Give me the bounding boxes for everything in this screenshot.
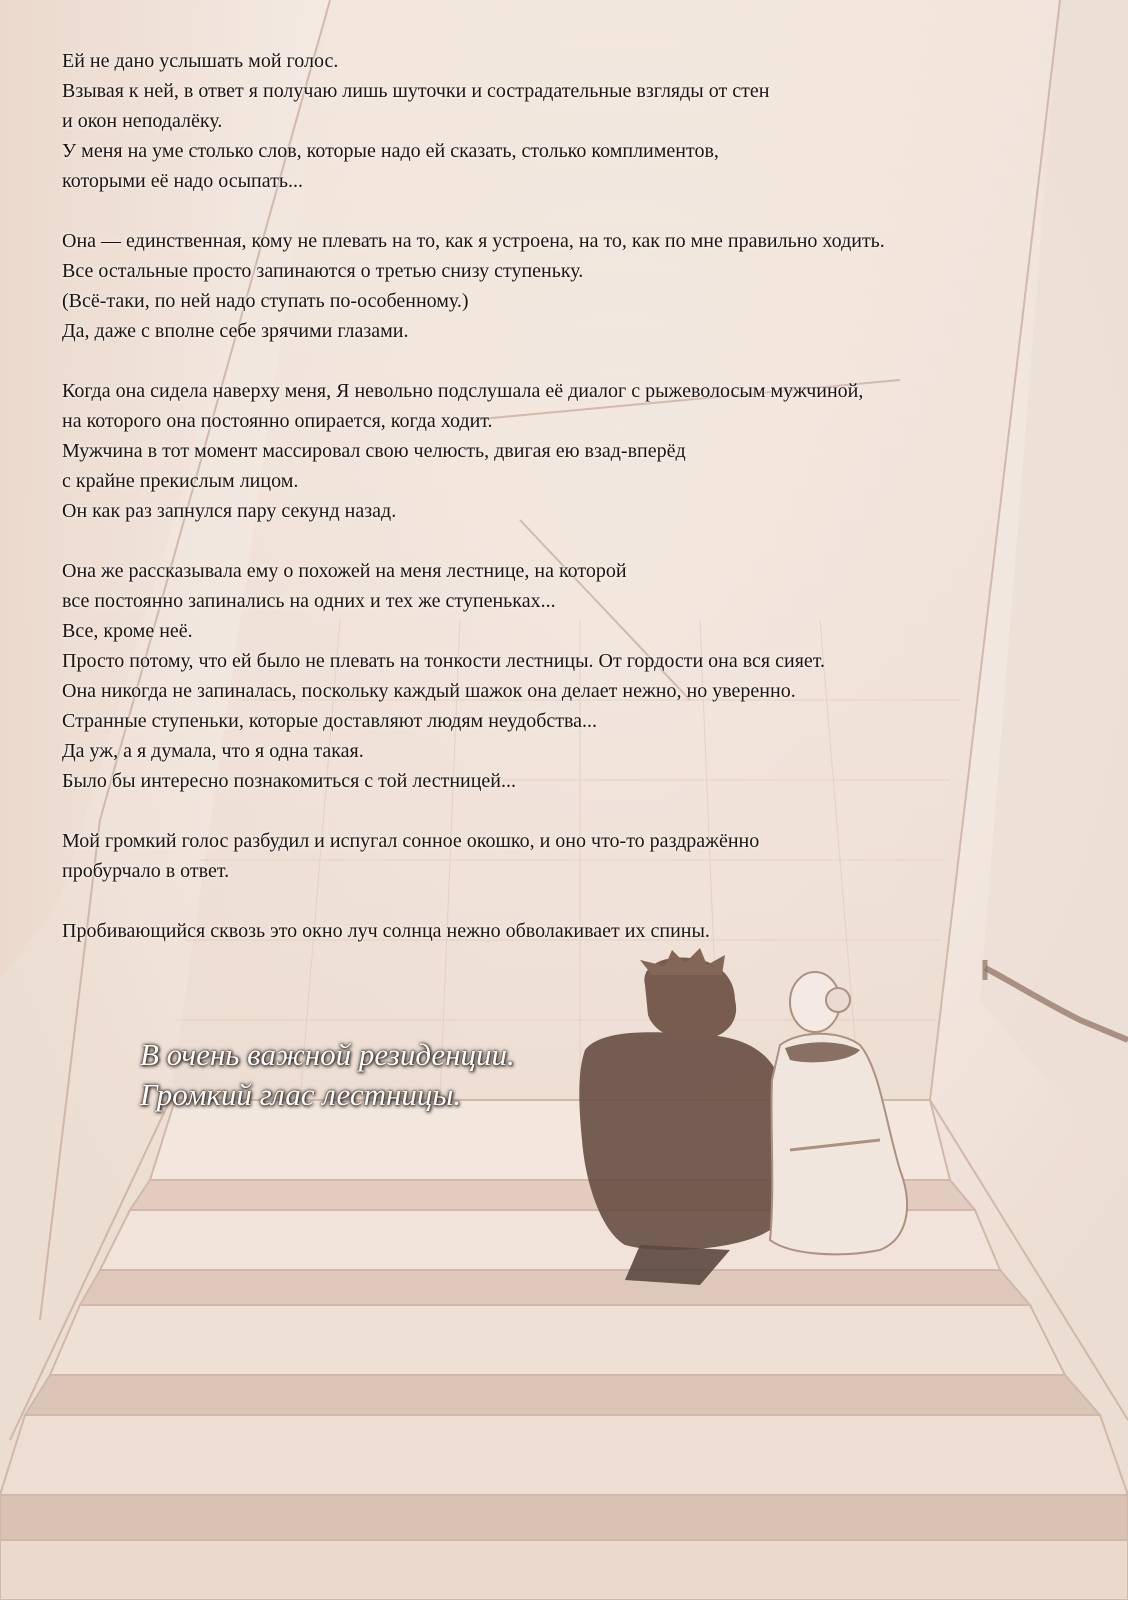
paragraph [62,916,1112,946]
paragraph [62,556,1112,796]
text-line: Взывая к ней, в ответ я получаю лишь шуточки и сострадательные взгляды от стен [62,80,770,102]
caption-line: В очень важной резиденции. [140,1037,515,1072]
text-line: Странные ступеньки, которые доставляют людям неудобства... [62,710,598,732]
text-line: Когда она сидела наверху меня, Я невольно подслушала её диалог с рыжеволосым мужчиной, [62,380,864,402]
text-line: Мой громкий голос разбудил и испугал сонное окошко, и оно что-то раздражённо [62,830,760,852]
text-line: Было бы интересно познакомиться с той лестницей... [62,770,517,792]
story-text [62,46,1112,976]
text-line: Все, кроме неё. [62,620,193,642]
text-line: Она же рассказывала ему о похожей на меня лестнице, на которой [62,560,627,582]
text-line: на которого она постоянно опирается, когда ходит. [62,410,493,432]
paragraph [62,46,1112,196]
text-line: Ей не дано услышать мой голос. [62,50,339,72]
paragraph [62,376,1112,526]
text-line: Он как раз запнулся пару секунд назад. [62,500,397,522]
text-line: Пробивающийся сквозь это окно луч солнца нежно обволакивает их спины. [62,920,710,942]
text-line: и окон неподалёку. [62,110,223,132]
text-line: с крайне прекислым лицом. [62,470,299,492]
caption-line: Громкий глас лестницы. [140,1077,462,1112]
text-line: Да уж, а я думала, что я одна такая. [62,740,364,762]
text-line: которыми её надо осыпать... [62,170,303,192]
text-line: Мужчина в тот момент массировал свою челюсть, двигая ею взад-вперёд [62,440,686,462]
text-line: Просто потому, что ей было не плевать на тонкости лестницы. От гордости она вся сияет. [62,650,826,672]
text-line: Она — единственная, кому не плевать на то, как я устроена, на то, как по мне правильно ходить. [62,230,885,252]
paragraph [62,826,1112,886]
text-line: пробурчало в ответ. [62,860,230,882]
text-line: Все остальные просто запинаются о третью снизу ступеньку. [62,260,584,282]
text-line: (Всё-таки, по ней надо ступать по-особенному.) [62,290,469,312]
text-line: Она никогда не запиналась, поскольку каждый шажок она делает нежно, но уверенно. [62,680,796,702]
text-line: Да, даже с вполне себе зрячими глазами. [62,320,409,342]
illustration-caption [140,1035,515,1115]
paragraph [62,226,1112,346]
text-line: все постоянно запинались на одних и тех же ступеньках... [62,590,556,612]
text-line: У меня на уме столько слов, которые надо ей сказать, столько комплиментов, [62,140,719,162]
